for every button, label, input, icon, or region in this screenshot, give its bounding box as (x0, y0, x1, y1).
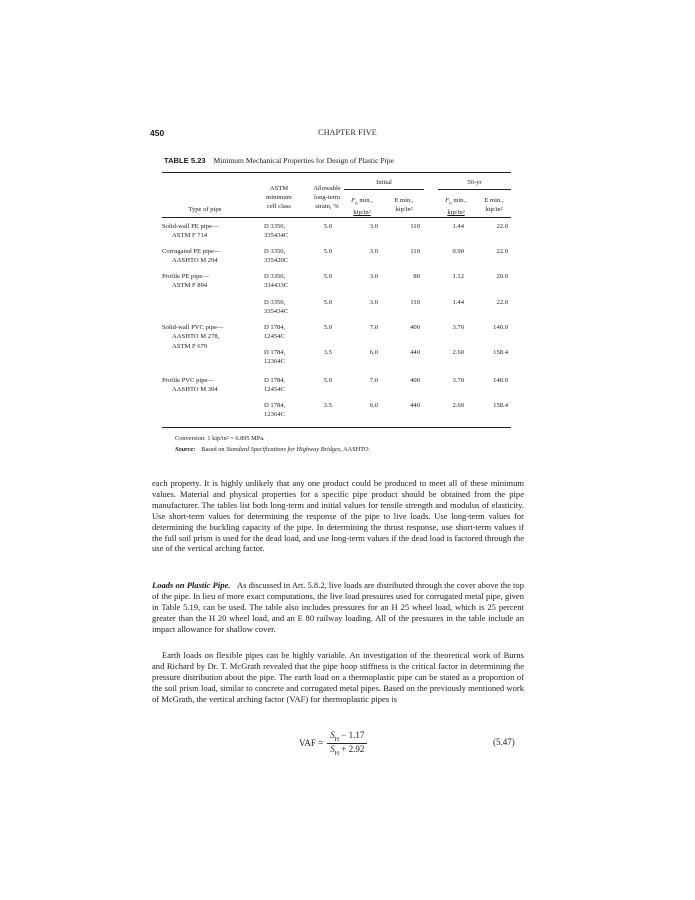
cell-fu-50yr: 1.44 (452, 223, 464, 230)
body-paragraph: Earth loads on flexible pipes can be highly variable. An investigation of the theoretical work of Burns and Richard by Dr. T. McGrath revealed that the pipe hoop stiffness is the critical factor in determining the pressure distribution about the pipe. The earth load on a thermoplastic pipe can be stated as a proportion of the soil prism load, similar to concrete and corrugated metal pipes. Based on the previously mentioned work of McGrath, the vertical arching factor (VAF) for thermoplastic pipes is (152, 650, 524, 704)
running-head: CHAPTER FIVE (318, 128, 377, 137)
cell-e-50yr: 158.4 (493, 402, 508, 409)
header-astm: ASTM minimum cell class (266, 185, 292, 210)
cell-fu-initial: 3.0 (369, 223, 378, 230)
cell-astm: D 1784, 12454C (264, 324, 286, 341)
header-e-initial: E min., kip/in² (394, 197, 414, 213)
table-caption (164, 156, 394, 165)
equation-5-47: VAF = $S_H - 1.17$ $S_H + 2.92$ (298, 730, 367, 757)
cell-strain: 5.0 (323, 273, 332, 280)
cell-e-50yr: 22.0 (496, 299, 508, 306)
cell-astm: D 3350, 335420C (264, 248, 289, 265)
cell-astm: D 3350, 335434C (264, 223, 289, 240)
cell-fu-50yr: 3.70 (452, 324, 464, 331)
cell-fu-50yr: 0.90 (452, 248, 464, 255)
cell-e-50yr: 22.0 (496, 223, 508, 230)
cell-fu-50yr: 3.70 (452, 377, 464, 384)
cell-e-initial: 440 (410, 349, 420, 356)
cell-e-50yr: 22.0 (496, 248, 508, 255)
cell-fu-initial: 7.0 (369, 324, 378, 331)
cell-e-50yr: 158.4 (493, 349, 508, 356)
cell-strain: 3.5 (323, 349, 332, 356)
cell-e-50yr: 20.0 (496, 273, 508, 280)
cell-type: Solid-wall PVC pipe— AASHTO M 278, ASTM F 679 (162, 324, 224, 350)
table-top-rule (162, 172, 511, 173)
cell-astm: D 1784, 12454C (264, 377, 286, 394)
cell-strain: 3.5 (323, 402, 332, 409)
cell-astm: D 1784, 12364C (264, 349, 286, 366)
header-strain: Allowable long-term strain, % (313, 185, 341, 210)
cell-type: Profile PE pipe— ASTM F 894 (162, 273, 209, 290)
page-number: 450 (150, 128, 165, 138)
cell-fu-initial: 3.0 (369, 273, 378, 280)
initial-group-rule (344, 189, 424, 190)
cell-e-initial: 110 (410, 248, 420, 255)
header-50yr: 50-yr (467, 179, 482, 186)
cell-fu-50yr: 2.60 (452, 349, 464, 356)
header-e-50yr: E min., kip/in² (484, 197, 504, 213)
cell-e-initial: 110 (410, 223, 420, 230)
cell-fu-initial: 3.0 (369, 299, 378, 306)
header-initial: Initial (376, 179, 392, 186)
cell-e-initial: 400 (410, 377, 420, 384)
cell-strain: 5.0 (323, 223, 332, 230)
cell-astm: D 3350, 334433C (264, 273, 289, 290)
cell-fu-50yr: 2.60 (452, 402, 464, 409)
cell-type: Corrugated PE pipe— AASHTO M 294 (162, 248, 221, 265)
cell-type: Solid-wall PE pipe— ASTM F 714 (162, 223, 219, 240)
cell-fu-initial: 7.0 (369, 377, 378, 384)
cell-astm: D 1784, 12364C (264, 402, 286, 419)
cell-e-initial: 110 (410, 299, 420, 306)
cell-e-50yr: 140.0 (493, 377, 508, 384)
cell-fu-initial: 6.0 (369, 402, 378, 409)
cell-fu-initial: 6.0 (369, 349, 378, 356)
cell-type: Profile PVC pipe— AASHTO M 304 (162, 377, 218, 394)
cell-e-50yr: 140.0 (493, 324, 508, 331)
table-bottom-rule (162, 427, 511, 428)
cell-e-initial: 80 (413, 273, 420, 280)
cell-strain: 5.0 (323, 324, 332, 331)
conversion-note: Conversion: 1 kip/in² = 6.895 MPa. (175, 435, 265, 442)
equation-number: (5.47) (493, 737, 515, 747)
section-paragraph-loads: Loads on Plastic Pipe. As discussed in Art. 5.8.2, live loads are distributed through the cover above the top of the pipe. In lieu of more exact computations, the live load pressures used for corrugated metal pipe, given in Table 5.19, can be used. The table also includes pressures for an H 25 wheel load, which is 25 percent greater than the H 20 wheel load, and an E 80 railway loading. All of the pressures in the table include an impact allowance for shallow cover. (152, 580, 524, 634)
cell-e-initial: 400 (410, 324, 420, 331)
header-fu-50yr: $F_u$ min., kip/in² (445, 197, 467, 217)
cell-astm: D 3350, 335434C (264, 299, 289, 316)
body-paragraph: each property. It is highly unlikely that any one product could be produced to meet all of these minimum values. Material and physical properties for a specific pipe product should be obtained from the pipe manufacturer. The tables list both long-term and initial values for tensile strength and modulus of elasticity. Use short-term values for determining the response of the pipe to live loads. Use long-term values for determining the buckling capacity of the pipe. In determining the thrust response, use short-term values if the full soil prism is used for the dead load, and use long-term values if the dead load is factored through the use of the vertical arching factor. (152, 478, 524, 554)
table-notes (175, 434, 370, 455)
table-title: Minimum Mechanical Properties for Design of Plastic Pipe (213, 156, 394, 165)
cell-fu-50yr: 1.44 (452, 299, 464, 306)
header-type-of-pipe: Type of pipe (188, 206, 222, 213)
cell-fu-50yr: 1.12 (452, 273, 464, 280)
fifty-year-group-rule (438, 189, 511, 190)
cell-strain: 5.0 (323, 299, 332, 306)
source-note: Source: Based on Standard Specifications for Highway Bridges, AASHTO. (175, 445, 371, 453)
section-heading: Loads on Plastic Pipe. (152, 580, 231, 590)
header-fu-initial: $F_u$ min., kip/in² (351, 197, 373, 217)
table-label: TABLE 5.23 (164, 156, 206, 165)
cell-strain: 5.0 (323, 248, 332, 255)
cell-e-initial: 440 (410, 402, 420, 409)
cell-strain: 5.0 (323, 377, 332, 384)
cell-fu-initial: 3.0 (369, 248, 378, 255)
